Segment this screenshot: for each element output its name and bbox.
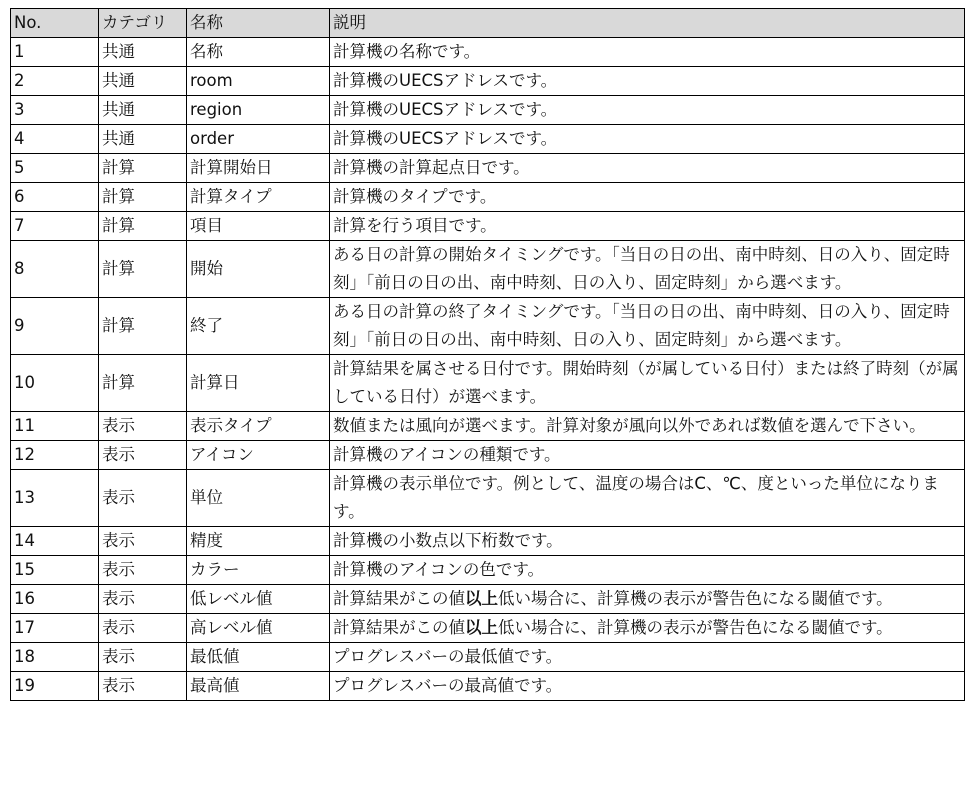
header-category: カテゴリ <box>99 9 187 38</box>
cell-category: 共通 <box>99 38 187 67</box>
cell-no: 4 <box>11 125 99 154</box>
cell-no: 5 <box>11 154 99 183</box>
cell-category: 計算 <box>99 154 187 183</box>
cell-no: 14 <box>11 527 99 556</box>
cell-no: 17 <box>11 614 99 643</box>
cell-no: 9 <box>11 298 99 355</box>
table-row <box>11 125 965 154</box>
cell-no: 19 <box>11 672 99 701</box>
cell-description <box>330 614 965 643</box>
cell-description: 計算を行う項目です。 <box>330 212 965 241</box>
cell-category: 表示 <box>99 614 187 643</box>
table-row <box>11 412 965 441</box>
description-text: 計算結果がこの値 <box>333 618 465 637</box>
table-row <box>11 441 965 470</box>
cell-description: 計算機のアイコンの種類です。 <box>330 441 965 470</box>
table-row <box>11 614 965 643</box>
cell-category: 共通 <box>99 67 187 96</box>
cell-name: 開始 <box>187 241 330 298</box>
cell-name: 精度 <box>187 527 330 556</box>
cell-name: 低レベル値 <box>187 585 330 614</box>
table-row <box>11 470 965 527</box>
cell-category: 表示 <box>99 470 187 527</box>
cell-no: 11 <box>11 412 99 441</box>
cell-category: 表示 <box>99 672 187 701</box>
description-text: 低い場合に、計算機の表示が警告色になる閾値です。 <box>498 618 893 637</box>
cell-no: 6 <box>11 183 99 212</box>
cell-description: プログレスバーの最低値です。 <box>330 643 965 672</box>
cell-name: 高レベル値 <box>187 614 330 643</box>
table-row <box>11 38 965 67</box>
cell-no: 2 <box>11 67 99 96</box>
cell-description: 計算機のアイコンの色です。 <box>330 556 965 585</box>
cell-name: room <box>187 67 330 96</box>
cell-no: 16 <box>11 585 99 614</box>
cell-name: 表示タイプ <box>187 412 330 441</box>
cell-category: 計算 <box>99 212 187 241</box>
cell-category: 計算 <box>99 183 187 212</box>
cell-no: 8 <box>11 241 99 298</box>
cell-category: 共通 <box>99 125 187 154</box>
cell-description: ある日の計算の開始タイミングです。「当日の日の出、南中時刻、日の入り、固定時刻」「前日の日の出、南中時刻、日の入り、固定時刻」から選べます。 <box>330 241 965 298</box>
cell-no: 15 <box>11 556 99 585</box>
description-emphasis: 以上 <box>465 589 498 608</box>
cell-description: 計算機のUECSアドレスです。 <box>330 125 965 154</box>
table-row <box>11 643 965 672</box>
cell-category: 共通 <box>99 96 187 125</box>
cell-description <box>330 585 965 614</box>
cell-category: 表示 <box>99 527 187 556</box>
cell-name: 項目 <box>187 212 330 241</box>
spec-table-container <box>10 8 965 701</box>
cell-description: 計算機の名称です。 <box>330 38 965 67</box>
cell-description: 数値または風向が選べます。計算対象が風向以外であれば数値を選んで下さい。 <box>330 412 965 441</box>
description-text: 計算結果がこの値 <box>333 589 465 608</box>
cell-description: プログレスバーの最高値です。 <box>330 672 965 701</box>
cell-name: region <box>187 96 330 125</box>
table-row <box>11 355 965 412</box>
table-row <box>11 183 965 212</box>
cell-name: 計算日 <box>187 355 330 412</box>
cell-name: 単位 <box>187 470 330 527</box>
cell-no: 7 <box>11 212 99 241</box>
table-row <box>11 298 965 355</box>
cell-no: 3 <box>11 96 99 125</box>
header-name: 名称 <box>187 9 330 38</box>
table-row <box>11 585 965 614</box>
table-row <box>11 672 965 701</box>
cell-category: 表示 <box>99 585 187 614</box>
cell-name: カラー <box>187 556 330 585</box>
cell-name: order <box>187 125 330 154</box>
table-body <box>11 38 965 701</box>
cell-description: 計算機のUECSアドレスです。 <box>330 96 965 125</box>
table-row <box>11 241 965 298</box>
cell-name: 最低値 <box>187 643 330 672</box>
header-no: No. <box>11 9 99 38</box>
cell-category: 計算 <box>99 241 187 298</box>
cell-description: 計算機の表示単位です。例として、温度の場合はC、℃、度といった単位になります。 <box>330 470 965 527</box>
cell-description: 計算機のタイプです。 <box>330 183 965 212</box>
table-row <box>11 527 965 556</box>
cell-description: 計算機の計算起点日です。 <box>330 154 965 183</box>
table-row <box>11 67 965 96</box>
table-row <box>11 154 965 183</box>
cell-name: 計算開始日 <box>187 154 330 183</box>
cell-category: 表示 <box>99 643 187 672</box>
cell-description: ある日の計算の終了タイミングです。「当日の日の出、南中時刻、日の入り、固定時刻」「前日の日の出、南中時刻、日の入り、固定時刻」から選べます。 <box>330 298 965 355</box>
cell-name: 名称 <box>187 38 330 67</box>
cell-category: 計算 <box>99 298 187 355</box>
cell-name: 計算タイプ <box>187 183 330 212</box>
cell-name: アイコン <box>187 441 330 470</box>
cell-category: 表示 <box>99 556 187 585</box>
cell-no: 13 <box>11 470 99 527</box>
header-row <box>11 9 965 38</box>
table-row <box>11 96 965 125</box>
cell-name: 終了 <box>187 298 330 355</box>
description-emphasis: 以上 <box>465 618 498 637</box>
table-row <box>11 212 965 241</box>
cell-description: 計算結果を属させる日付です。開始時刻（が属している日付）または終了時刻（が属している日付）が選べます。 <box>330 355 965 412</box>
spec-table <box>10 8 965 701</box>
cell-category: 計算 <box>99 355 187 412</box>
description-text: 低い場合に、計算機の表示が警告色になる閾値です。 <box>498 589 893 608</box>
cell-no: 10 <box>11 355 99 412</box>
cell-category: 表示 <box>99 441 187 470</box>
cell-no: 1 <box>11 38 99 67</box>
cell-no: 18 <box>11 643 99 672</box>
cell-category: 表示 <box>99 412 187 441</box>
table-row <box>11 556 965 585</box>
cell-description: 計算機の小数点以下桁数です。 <box>330 527 965 556</box>
header-description: 説明 <box>330 9 965 38</box>
cell-name: 最高値 <box>187 672 330 701</box>
table-header <box>11 9 965 38</box>
cell-no: 12 <box>11 441 99 470</box>
cell-description: 計算機のUECSアドレスです。 <box>330 67 965 96</box>
